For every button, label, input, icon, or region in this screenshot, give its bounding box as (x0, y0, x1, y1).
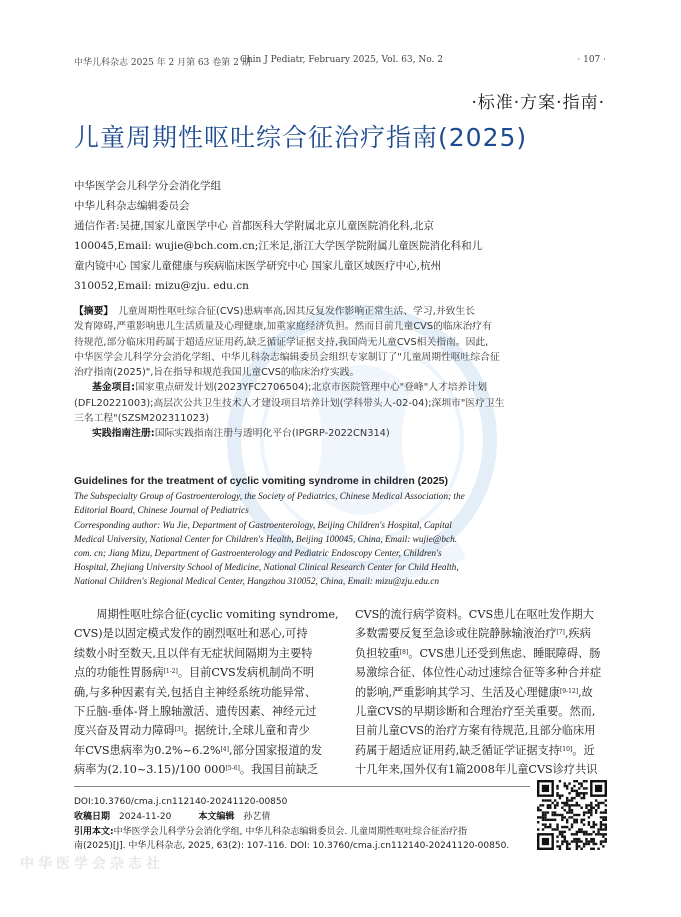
author-block (74, 176, 544, 296)
footer-divider (74, 786, 530, 787)
body-text: 度兴奋及胃动力障碍 (74, 724, 175, 738)
author-line: 310052,Email: mizu@zju. edu.cn (74, 280, 249, 292)
body-text: 。我国目前缺乏 (239, 763, 319, 777)
received-label: 收稿日期 (74, 811, 111, 822)
citation-text: 南(2025)[J]. 中华儿科杂志, 2025, 63(2): 107-116. DOI: 10.3760/cma.j.cn112140-20241120-00850. (74, 841, 510, 852)
body-text: 年CVS患病率为0.2%~6.2% (74, 743, 221, 757)
citation-text: 中华医学会儿科学分会消化学组, 中华儿科杂志编辑委员会. 儿童周期性呕吐综合征治疗指 (113, 826, 468, 837)
abstract-line: 中华医学会儿科学分会消化学组、中华儿科杂志编辑委员会组织专家制订了"儿童周期性呕吐综合征 (74, 351, 500, 363)
english-line: com. cn; Jiang Mizu, Department of Gastroenterology and Pediatric Endoscopy Center, Children's (74, 549, 442, 560)
body-text: 。近 (572, 743, 595, 757)
journal-citation-en: Chin J Pediatr, February 2025, Vol. 63, No. 2 (240, 55, 443, 65)
body-text: 十几年来,国外仅有1篇2008年儿童CVS诊疗共识 (355, 763, 598, 777)
abstract-label: 【摘要】 (74, 306, 109, 317)
article-title: 儿童周期性呕吐综合征治疗指南(2025) (74, 123, 528, 152)
body-text: 负担较重 (355, 646, 400, 660)
citation-ref[interactable]: [8] (399, 648, 409, 656)
author-line: 通信作者:吴捷,国家儿童医学中心 首都医科大学附属北京儿童医院消化科,北京 (74, 220, 435, 232)
citation-ref[interactable]: [4] (220, 745, 229, 753)
qr-code[interactable] (537, 780, 607, 850)
received-date: 2024-11-20 (119, 811, 172, 822)
doi-link[interactable]: DOI:10.3760/cma.j.cn112140-20241120-00850 (74, 797, 288, 807)
author-line: 童内镜中心 国家儿童健康与疾病临床医学研究中心 国家儿童区域医疗中心,杭州 (74, 260, 442, 272)
body-text: ,部分国家报道的发 (228, 743, 323, 757)
citation-ref[interactable]: [10] (559, 745, 573, 753)
registration-label: 实践指南注册: (92, 428, 155, 440)
author-line: 中华医学会儿科学分会消化学组 (74, 180, 221, 192)
citation-ref[interactable]: [7] (556, 629, 565, 637)
abstract-line: 发育障碍,严重影响患儿生活质量及心理健康,加重家庭经济负担。然而目前儿童CVS的临床治疗有 (74, 321, 492, 333)
body-text: 确,与多种因素有关,包括自主神经系统功能异常、 (74, 685, 317, 699)
journal-citation: 中华儿科杂志 2025 年 2 月第 63 卷第 2 期 (74, 58, 251, 68)
english-line: Medical University, National Center for Children's Health, Beijing 100045, China, Email: wujie@bch. (74, 534, 458, 545)
body-text: 病率为(2.10~3.15)/100 000 (74, 763, 226, 777)
body-text: CVS)是以固定模式发作的剧烈呕吐和恶心,可持 (74, 627, 308, 641)
body-text: 续数小时至数天,且以伴有无症状间隔期为主要特 (74, 646, 313, 660)
citation-label: 引用本文: (74, 826, 114, 837)
english-line: National Children's Regional Medical Center, Hangzhou 310052, China, Email: mizu@zju.edu.cn (74, 577, 440, 588)
body-text: ,故 (578, 685, 593, 699)
body-text: 周期性呕吐综合征(cyclic vomiting syndrome, (74, 608, 339, 621)
body-text: 。据统计,全球儿童和青少 (183, 724, 310, 738)
english-title: Guidelines for the treatment of cyclic vomiting syndrome in children (2025) (74, 475, 449, 487)
body-text: 多数需要反复至急诊或住院静脉输液治疗 (355, 627, 557, 641)
funding-line: (DFL20221003);高层次公共卫生技术人才建设项目培养计划(学科带头人-02-04);深圳市"医疗卫生 (74, 397, 505, 409)
citation-ref[interactable]: [5-6] (225, 765, 240, 773)
citation-ref[interactable]: [9-12] (559, 687, 579, 695)
english-line: Hospital, Zhejiang University School of Medicine, National Clinical Research Center for Child Health, (74, 563, 459, 574)
english-line: Editorial Board, Chinese Journal of Pediatrics (74, 506, 249, 517)
body-text: 下丘脑-垂体-肾上腺轴激活、遗传因素、神经元过 (74, 705, 317, 719)
publisher-banner-watermark: 中华医学会杂志社 (20, 856, 164, 872)
body-text: 的影响,严重影响其学习、生活及心理健康 (355, 685, 560, 699)
body-text: 。CVS患儿还受到焦虑、睡眠障碍、肠 (408, 646, 601, 660)
section-label: ·标准·方案·指南· (471, 93, 605, 113)
article-footer (74, 795, 534, 854)
funding-line: 三名工程"(SZSM202311023) (74, 413, 210, 425)
body-text: 药属于超适应证用药,缺乏循证学证据支持 (355, 743, 560, 757)
english-line: The Subspecialty Group of Gastroenterology, the Society of Pediatrics, Chinese Medical Association; the (74, 492, 465, 503)
author-line: 100045,Email: wujie@bch.com.cn;江米足,浙江大学医学院附属儿童医院消化科和儿 (74, 240, 483, 252)
body-column-right (355, 605, 608, 780)
funding-line: 国家重点研发计划(2023YFC2706504);北京市医院管理中心"登峰"人才培养计划 (135, 382, 488, 394)
body-text: ,疾病 (564, 627, 591, 641)
author-line: 中华儿科杂志编辑委员会 (74, 200, 190, 212)
citation-ref[interactable]: [1-2] (163, 668, 178, 676)
body-text: 易激综合征、体位性心动过速综合征等多种合并症 (355, 666, 602, 680)
english-abstract-block (74, 474, 606, 590)
abstract-line: 治疗指南(2025)",旨在指导和规范我国儿童CVS的临床治疗实践。 (74, 367, 360, 379)
editor-label: 本文编辑 (198, 811, 235, 822)
page-number: · 107 · (577, 55, 606, 65)
body-text: CVS的流行病学资料。CVS患儿在呕吐发作期大 (355, 608, 594, 621)
body-text: 点的功能性胃肠病 (74, 666, 164, 680)
body-text: 目前儿童CVS的治疗方案有待规范,且部分临床用 (355, 724, 596, 738)
body-column-left (74, 605, 339, 780)
english-line: Corresponding author: Wu Jie, Department of Gastroenterology, Beijing Children's Hospital, Capital (74, 520, 452, 531)
body-text: 。目前CVS发病机制尚不明 (177, 666, 315, 680)
body-text: 儿童CVS的早期诊断和合理治疗至关重要。然而, (355, 705, 596, 719)
abstract-block (74, 304, 606, 442)
abstract-line: 待规范,部分临床用药属于超适应证用药,缺乏循证学证据支持,我国尚无儿童CVS相关指南。因此, (74, 336, 489, 348)
abstract-line: 儿童周期性呕吐综合征(CVS)患病率高,因其反复发作影响正常生活、学习,并致生长 (118, 306, 476, 317)
registration-text: 国际实践指南注册与透明化平台(IPGRP-2022CN314) (154, 428, 390, 440)
citation-ref[interactable]: [3] (174, 726, 184, 734)
funding-label: 基金项目: (92, 382, 136, 394)
editor-name: 孙艺倩 (243, 811, 271, 822)
